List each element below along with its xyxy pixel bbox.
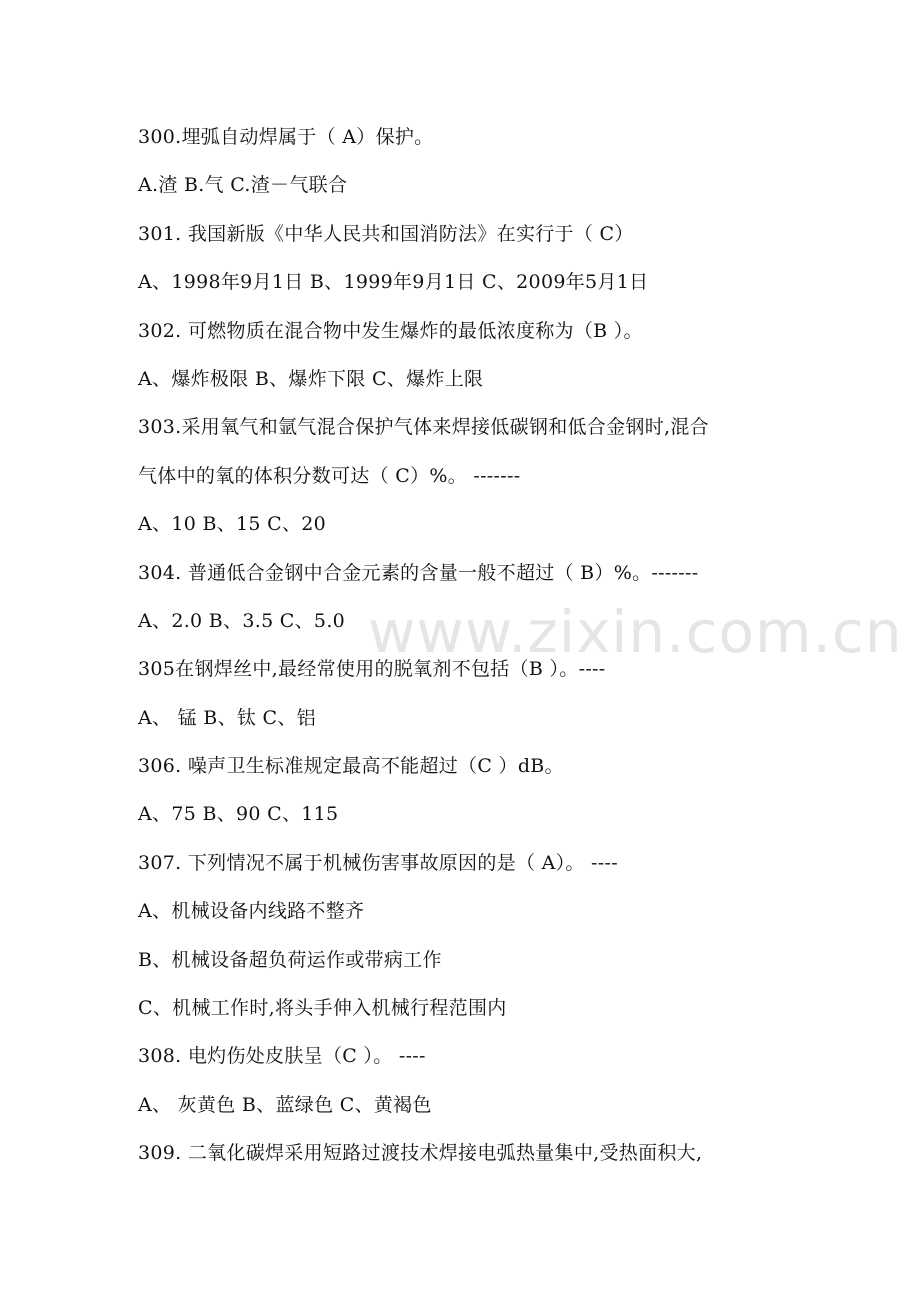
options-302: A、爆炸极限 B、爆炸下限 C、爆炸上限 — [138, 367, 484, 390]
question-301: 301. 我国新版《中华人民共和国消防法》在实行于（ C） — [138, 222, 634, 245]
options-304: A、2.0 B、3.5 C、5.0 — [138, 609, 346, 632]
options-308: A、 灰黄色 B、蓝绿色 C、黄褐色 — [138, 1093, 432, 1116]
option-307-c: C、机械工作时,将头手伸入机械行程范围内 — [138, 997, 507, 1020]
option-307-a: A、机械设备内线路不整齐 — [138, 900, 365, 923]
question-305: 305在钢焊丝中,最经常使用的脱氧剂不包括（B ）。---- — [138, 658, 606, 681]
question-304: 304. 普通低合金钢中合金元素的含量一般不超过（ B）%。------- — [138, 561, 699, 584]
option-307-b: B、机械设备超负荷运作或带病工作 — [138, 948, 442, 971]
options-303: A、10 B、15 C、20 — [138, 513, 327, 536]
question-308: 308. 电灼伤处皮肤呈（C ）。 ---- — [138, 1045, 426, 1068]
options-306: A、75 B、90 C、115 — [138, 803, 339, 826]
question-300: 300.埋弧自动焊属于（ A）保护。 — [138, 126, 434, 148]
options-300: A.渣 B.气 C.渣－气联合 — [138, 174, 348, 197]
question-306: 306. 噪声卫生标准规定最高不能超过（C ）dB。 — [138, 755, 564, 778]
question-303-line-2: 气体中的氧的体积分数可达（ C）%。 ------- — [138, 464, 521, 487]
options-301: A、1998年9月1日 B、1999年9月1日 C、2009年5月1日 — [138, 271, 649, 294]
question-309: 309. 二氧化碳焊采用短路过渡技术焊接电弧热量集中,受热面积大, — [138, 1142, 703, 1165]
options-305: A、 锰 B、钛 C、铝 — [138, 706, 316, 729]
question-307: 307. 下列情况不属于机械伤害事故原因的是（ A）。 ---- — [138, 851, 618, 874]
watermark: www.zixin.com.cn — [368, 598, 903, 666]
question-303-line-1: 303.采用氧气和氩气混合保护气体来焊接低碳钢和低合金钢时,混合 — [138, 416, 709, 439]
question-302: 302. 可燃物质在混合物中发生爆炸的最低浓度称为（B ）。 — [138, 319, 643, 342]
document-body — [138, 113, 788, 1178]
